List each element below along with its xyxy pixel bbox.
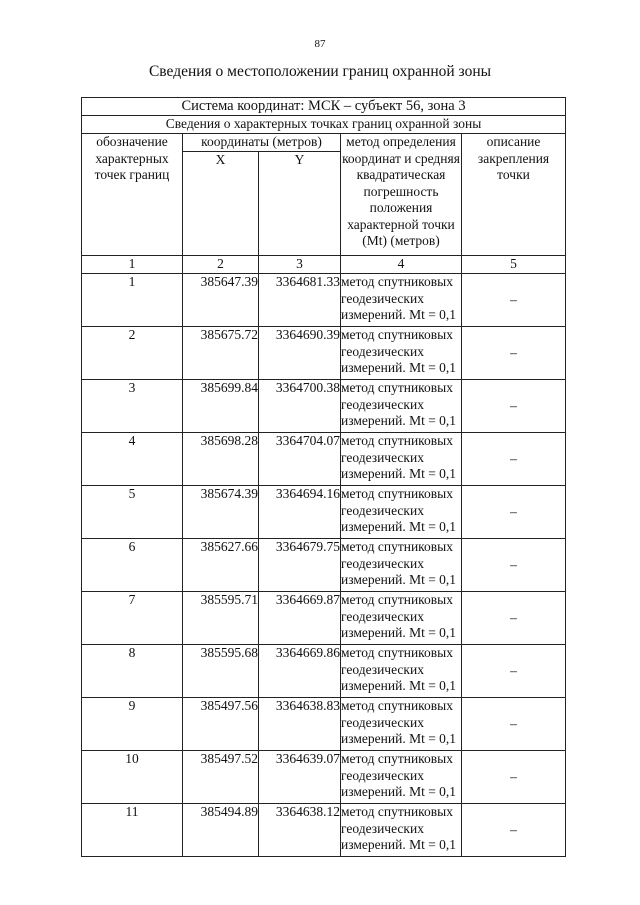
point-id-cell: 2: [82, 327, 183, 380]
table-row: [82, 698, 566, 751]
column-number: 4: [341, 256, 462, 274]
table-row: [82, 327, 566, 380]
method-cell: метод спутниковых геодезических измерений. Mt = 0,1: [341, 274, 462, 327]
table-row: [82, 433, 566, 486]
description-cell: –: [462, 539, 566, 592]
section-title: Сведения о характерных точках границ охранной зоны: [82, 116, 566, 134]
column-number: 2: [183, 256, 259, 274]
column-number: 3: [259, 256, 341, 274]
document-title: Сведения о местоположении границ охранной зоны: [148, 63, 492, 80]
table-row: [82, 539, 566, 592]
table-row: [82, 592, 566, 645]
x-coordinate-cell: 385675.72: [183, 327, 259, 380]
x-coordinate-cell: 385627.66: [183, 539, 259, 592]
y-coordinate-cell: 3364679.75: [259, 539, 341, 592]
header-y: Y: [259, 152, 341, 256]
x-coordinate-cell: 385699.84: [183, 380, 259, 433]
method-cell: метод спутниковых геодезических измерений. Mt = 0,1: [341, 327, 462, 380]
x-coordinate-cell: 385647.39: [183, 274, 259, 327]
point-id-cell: 3: [82, 380, 183, 433]
point-id-cell: 1: [82, 274, 183, 327]
method-cell: метод спутниковых геодезических измерений. Mt = 0,1: [341, 433, 462, 486]
description-cell: –: [462, 486, 566, 539]
method-cell: метод спутниковых геодезических измерений. Mt = 0,1: [341, 645, 462, 698]
method-cell: метод спутниковых геодезических измерений. Mt = 0,1: [341, 698, 462, 751]
y-coordinate-cell: 3364694.16: [259, 486, 341, 539]
description-cell: –: [462, 645, 566, 698]
x-coordinate-cell: 385674.39: [183, 486, 259, 539]
header-point-id: обозначение характерных точек границ: [82, 134, 183, 256]
method-cell: метод спутниковых геодезических измерений. Mt = 0,1: [341, 751, 462, 804]
y-coordinate-cell: 3364669.86: [259, 645, 341, 698]
table-row: [82, 380, 566, 433]
point-id-cell: 6: [82, 539, 183, 592]
x-coordinate-cell: 385595.71: [183, 592, 259, 645]
header-coordinates: координаты (метров): [183, 134, 341, 152]
header-method: метод определения координат и средняя квадратическая погрешность положения характерной точки (Mt) (метров): [341, 134, 462, 256]
page-number: 87: [314, 38, 326, 50]
point-id-cell: 9: [82, 698, 183, 751]
x-coordinate-cell: 385497.52: [183, 751, 259, 804]
x-coordinate-cell: 385595.68: [183, 645, 259, 698]
method-cell: метод спутниковых геодезических измерений. Mt = 0,1: [341, 539, 462, 592]
x-coordinate-cell: 385497.56: [183, 698, 259, 751]
point-id-cell: 11: [82, 804, 183, 857]
description-cell: –: [462, 274, 566, 327]
y-coordinate-cell: 3364681.33: [259, 274, 341, 327]
point-id-cell: 4: [82, 433, 183, 486]
table-row: [82, 486, 566, 539]
method-cell: метод спутниковых геодезических измерений. Mt = 0,1: [341, 486, 462, 539]
description-cell: –: [462, 804, 566, 857]
y-coordinate-cell: 3364638.83: [259, 698, 341, 751]
table-row: [82, 804, 566, 857]
point-id-cell: 5: [82, 486, 183, 539]
coord-system-header: Система координат: МСК – субъект 56, зона 3: [82, 98, 566, 116]
y-coordinate-cell: 3364639.07: [259, 751, 341, 804]
table-row: [82, 751, 566, 804]
y-coordinate-cell: 3364669.87: [259, 592, 341, 645]
x-coordinate-cell: 385494.89: [183, 804, 259, 857]
description-cell: –: [462, 433, 566, 486]
method-cell: метод спутниковых геодезических измерений. Mt = 0,1: [341, 592, 462, 645]
description-cell: –: [462, 380, 566, 433]
y-coordinate-cell: 3364700.38: [259, 380, 341, 433]
x-coordinate-cell: 385698.28: [183, 433, 259, 486]
point-id-cell: 7: [82, 592, 183, 645]
header-x: X: [183, 152, 259, 256]
table-row: [82, 274, 566, 327]
header-description: описание закрепления точки: [462, 134, 566, 256]
description-cell: –: [462, 751, 566, 804]
table-row: [82, 645, 566, 698]
column-number: 5: [462, 256, 566, 274]
description-cell: –: [462, 698, 566, 751]
y-coordinate-cell: 3364704.07: [259, 433, 341, 486]
point-id-cell: 8: [82, 645, 183, 698]
description-cell: –: [462, 592, 566, 645]
method-cell: метод спутниковых геодезических измерений. Mt = 0,1: [341, 804, 462, 857]
description-cell: –: [462, 327, 566, 380]
column-number: 1: [82, 256, 183, 274]
method-cell: метод спутниковых геодезических измерений. Mt = 0,1: [341, 380, 462, 433]
column-number-row: [82, 256, 566, 274]
y-coordinate-cell: 3364690.39: [259, 327, 341, 380]
boundary-points-table: [81, 97, 566, 857]
y-coordinate-cell: 3364638.12: [259, 804, 341, 857]
point-id-cell: 10: [82, 751, 183, 804]
